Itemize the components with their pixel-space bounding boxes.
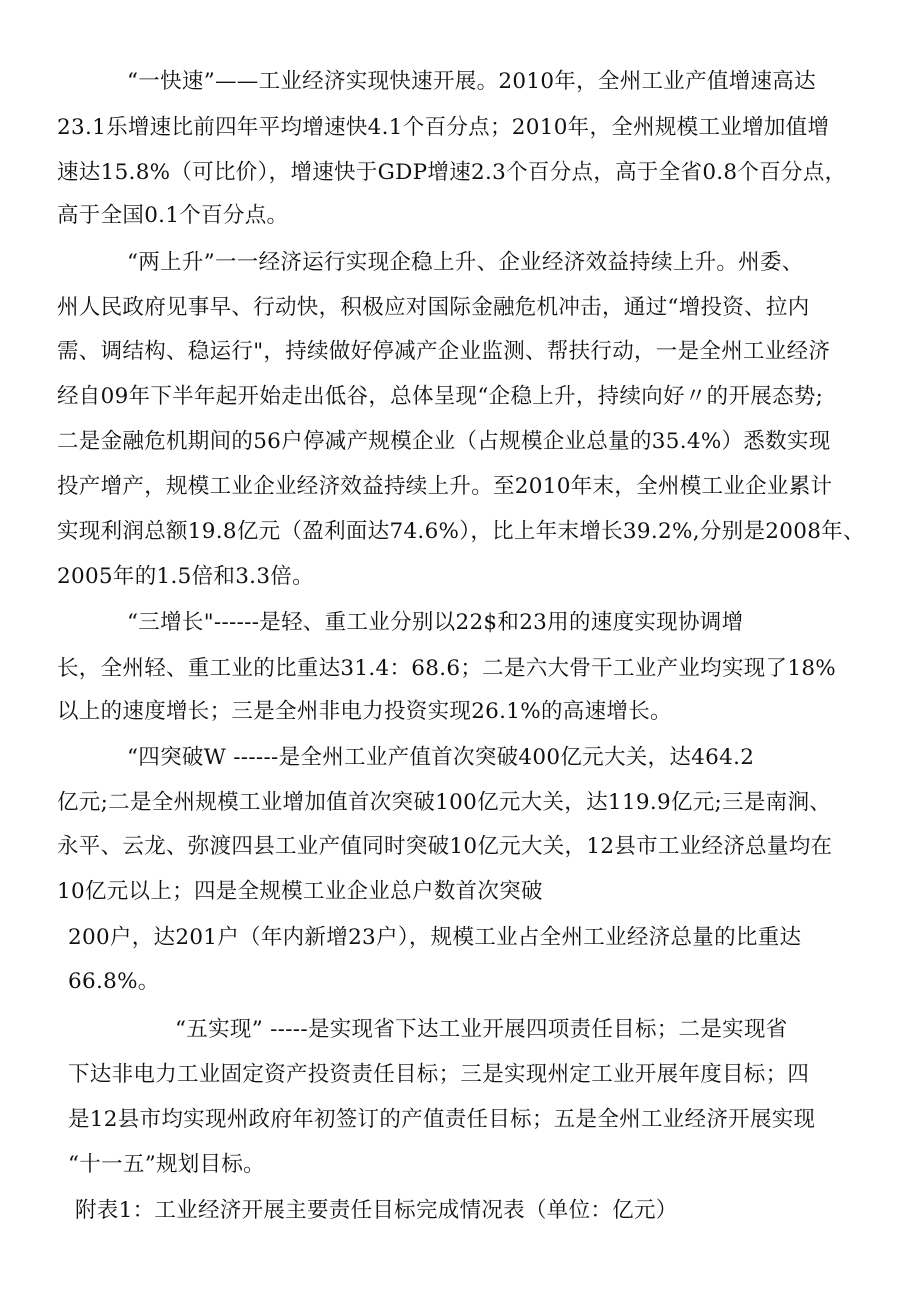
text-line: 附表1：工业经济开展主要责任目标完成情况表（单位：亿元） [75,1198,678,1223]
text-line: “两上升”一一经济运行实现企稳上升、企业经济效益持续上升。州委、 [127,250,804,275]
text-line: 实现利润总额19.8亿元（盈利面达74.6%），比上年末增长39.2%,分别是2008年、 [57,519,865,544]
text-line: 下达非电力工业固定资产投资责任目标；三是实现州定工业开展年度目标；四 [68,1062,810,1087]
text-line: 高于全国0.1个百分点。 [57,203,289,228]
text-line: “一快速”——工业经济实现快速开展。2010年，全州工业产值增速高达 [127,69,816,94]
text-line: “十一五”规划目标。 [68,1152,265,1177]
text-line: 亿元;二是全州规模工业增加值首次突破100亿元大关，达119.9亿元;三是南涧、 [57,790,832,815]
text-line: “五实现” -----是实现省下达工业开展四项责任目标；二是实现省 [175,1017,788,1042]
text-line: 永平、云龙、弥渡四县工业产值同时突破10亿元大关，12县市工业经济总量均在 [57,834,833,859]
text-line: 州人民政府见事早、行动快，积极应对国际金融危机冲击，通过“增投资、拉内 [57,295,810,320]
text-line: “三增长"------是轻、重工业分别以22$和23用的速度实现协调增 [127,610,744,635]
text-line: “四突破W ------是全州工业产值首次突破400亿元大关，达464.2 [127,745,755,770]
text-line: 以上的速度增长；三是全州非电力投资实现26.1%的高速增长。 [57,699,672,724]
text-line: 66.8%。 [68,969,160,994]
text-line: 23.1乐增速比前四年平均增速快4.1个百分点；2010年，全州规模工业增加值增 [57,115,830,140]
text-line: 投产增产，规模工业企业经济效益持续上升。至2010年末，全州模工业企业累计 [57,474,833,499]
text-line: 经自09年下半年起开始走出低谷，总体呈现“企稳上升，持续向好〃的开展态势; [57,384,824,409]
text-line: 200户，达201户（年内新增23户），规模工业占全州工业经济总量的比重达 [68,925,802,950]
text-line: 10亿元以上；四是全规模工业企业总户数首次突破 [57,879,543,904]
text-line: 速达15.8%（可比价），增速快于GDP增速2.3个百分点，高于全省0.8个百分点， [57,160,847,185]
text-line: 2005年的1.5倍和3.3倍。 [57,564,314,589]
text-line: 需、调结构、稳运行"，持续做好停减产企业监测、帮扶行动，一是全州工业经济 [57,339,831,364]
text-line: 二是金融危机期间的56户停减产规模企业（占规模企业总量的35.4%）悉数实现 [57,429,831,454]
text-line: 长，全州轻、重工业的比重达31.4：68.6；二是六大骨干工业产业均实现了18% [57,656,837,681]
text-line: 是12县市均实现州政府年初签订的产值责任目标；五是全州工业经济开展实现 [68,1107,816,1132]
